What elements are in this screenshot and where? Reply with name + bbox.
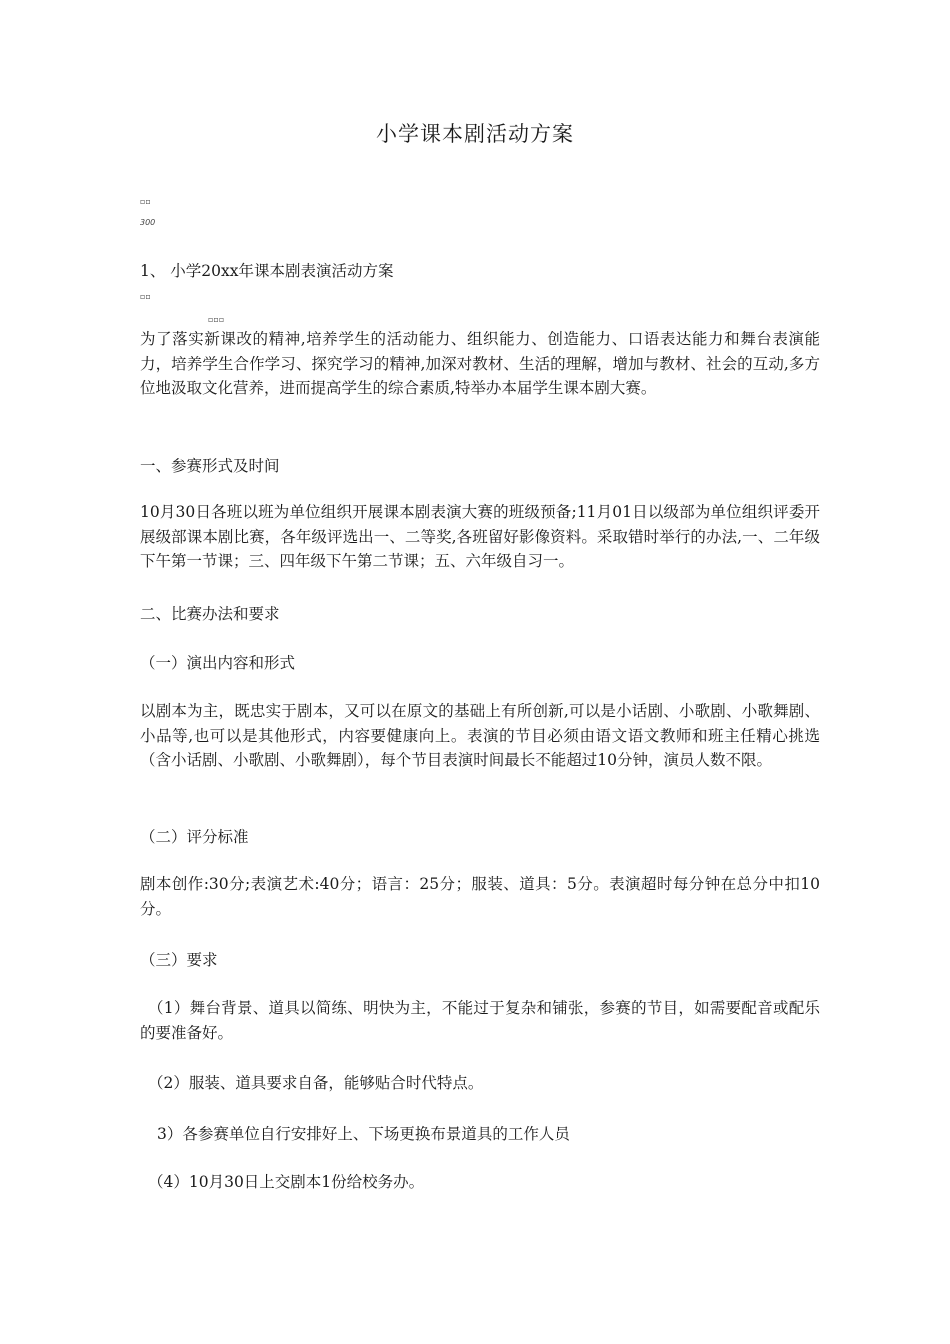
section-heading: 一、参赛形式及时间 — [140, 457, 280, 475]
intro-paragraph: 为了落实新课改的精神,培养学生的活动能力、组织能力、创造能力、口语表达能力和舞台表演能力，培养学生合作学习、探究学习的精神,加深对教材、生活的理解，增加与教材、社会的互动,多方位地汲取文化营养，进而提高学生的综合素质,特举办本届学生课本剧大赛。 — [140, 330, 820, 397]
plan-subtitle: 1、 小学20xx年课本剧表演活动方案 — [140, 262, 394, 280]
section-heading: 二、比赛办法和要求 — [140, 605, 280, 623]
margin-mark: 300 — [140, 218, 156, 227]
requirement-item: （1）舞台背景、道具以简练、明快为主，不能过于复杂和铺张，参赛的节目，如需要配音或配乐的要准备好。 — [140, 999, 820, 1042]
margin-mark: ▫▫ — [140, 197, 151, 206]
subsection-heading: （三）要求 — [140, 951, 218, 969]
requirement-item: （2）服装、道具要求自备，能够贴合时代特点。 — [148, 1074, 484, 1092]
subsection-heading: （二）评分标准 — [140, 828, 249, 846]
margin-mark: ▫▫▫ — [208, 315, 225, 324]
section-paragraph: 剧本创作:30分;表演艺术:40分；语言：25分；服装、道具：5分。表演超时每分钟在总分中扣10分。 — [140, 875, 820, 918]
requirement-item: 3）各参赛单位自行安排好上、下场更换布景道具的工作人员 — [157, 1125, 570, 1143]
section-paragraph: 10月30日各班以班为单位组织开展课本剧表演大赛的班级预备;11月01日以级部为单位组织评委开展级部课本剧比赛，各年级评选出一、二等奖,各班留好影像资料。采取错时举行的办法,一、二年级下午第一节课；三、四年级下午第二节课；五、六年级自习一。 — [140, 503, 820, 570]
subsection-heading: （一）演出内容和形式 — [140, 654, 296, 672]
requirement-item: （4）10月30日上交剧本1份给校务办。 — [148, 1173, 425, 1191]
margin-mark: ▫▫ — [140, 292, 151, 301]
section-paragraph: 以剧本为主，既忠实于剧本，又可以在原文的基础上有所创新,可以是小话剧、小歌剧、小歌舞剧、小品等,也可以是其他形式，内容要健康向上。表演的节目必须由语文语文教师和班主任精心挑选（含小话剧、小歌剧、小歌舞剧），每个节目表演时间最长不能超过10分钟，演员人数不限。 — [140, 702, 820, 769]
document-title: 小学课本剧活动方案 — [376, 122, 574, 146]
